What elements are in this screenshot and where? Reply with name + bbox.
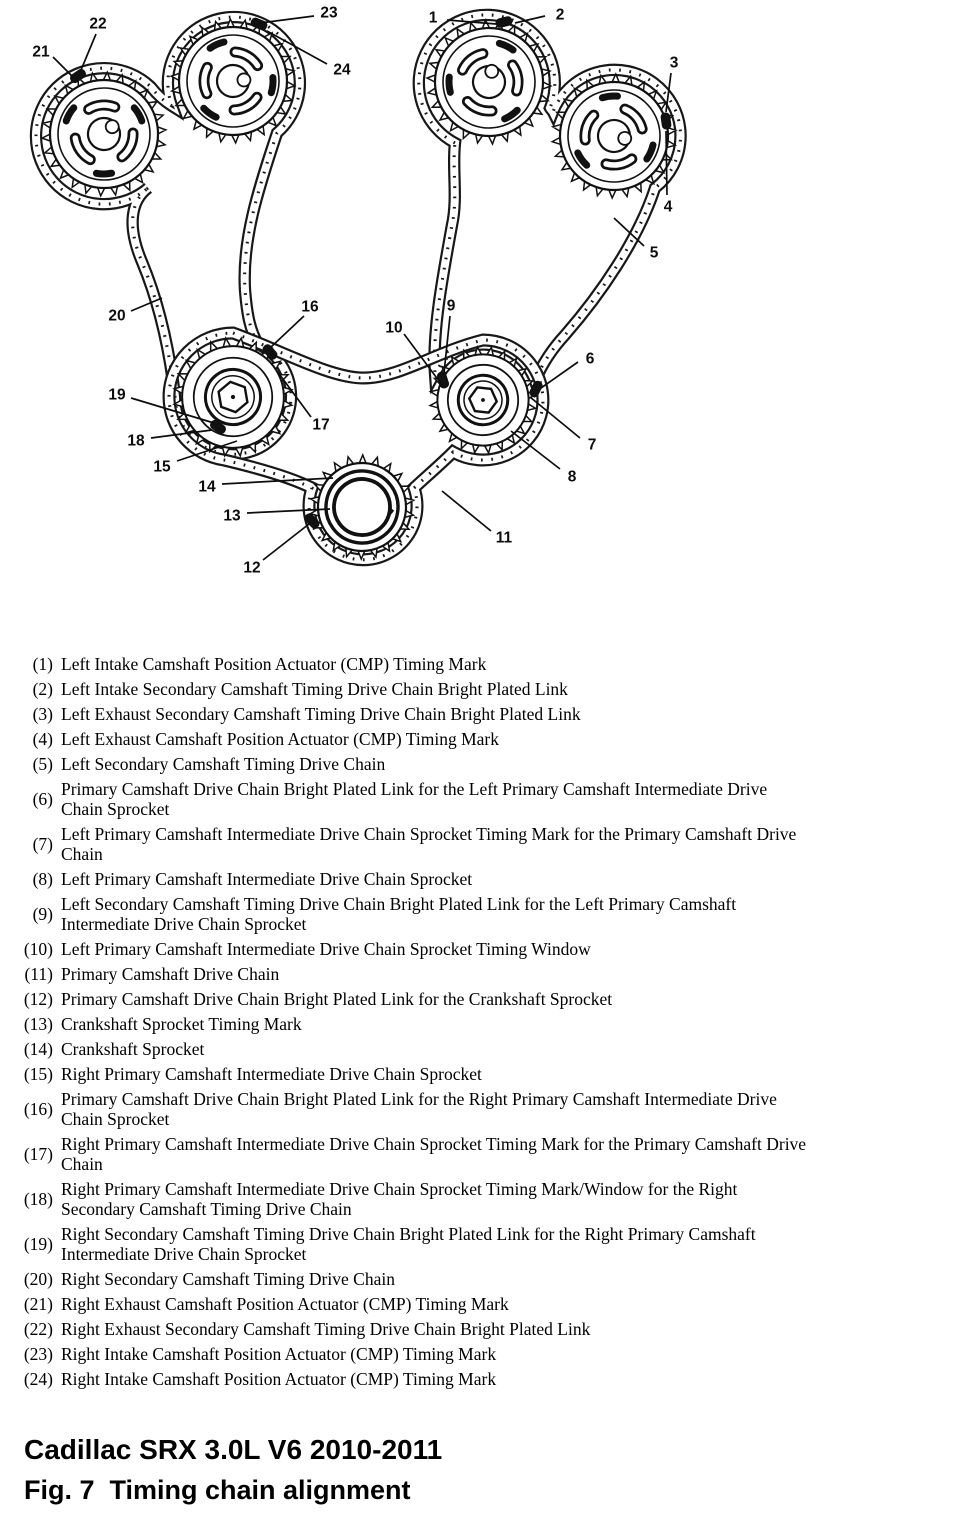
legend-item-number: (15) [23,1064,53,1084]
legend-item-number: (9) [32,904,53,924]
callout-leader-12 [263,524,309,560]
legend-item-number: (22) [23,1319,53,1339]
legend-item-number: (11) [24,964,53,984]
legend-item-number: (8) [32,869,53,889]
legend-item-7 [16,824,956,864]
legend-list [0,618,964,1389]
legend-item-number: (10) [23,939,53,959]
callout-number-24: 24 [333,61,351,79]
legend-item-10 [16,939,956,959]
legend-item-18 [16,1179,956,1219]
legend-item-20 [16,1269,956,1289]
legend-item-text: Primary Camshaft Drive Chain Bright Plated Link for the Right Primary Camshaft Intermediate Drive Chain Sprocket [61,1089,777,1129]
legend-item-14 [16,1039,956,1059]
legend-item-text: Left Intake Camshaft Position Actuator (CMP) Timing Mark [61,654,487,674]
callout-number-15: 15 [153,458,171,476]
legend-item-number: (12) [23,989,53,1009]
callout-number-7: 7 [587,436,597,454]
legend-item-9 [16,894,956,934]
legend-item-text: Left Exhaust Camshaft Position Actuator (CMP) Timing Mark [61,729,499,749]
legend-item-5 [16,754,956,774]
legend-item-number: (18) [23,1189,53,1209]
legend-item-number: (6) [32,789,53,809]
callout-leader-4 [666,131,667,195]
legend-item-text: Primary Camshaft Drive Chain Bright Plated Link for the Crankshaft Sprocket [61,989,613,1009]
callout-number-20: 20 [108,307,126,325]
callout-number-14: 14 [198,478,216,496]
legend-item-22 [16,1319,956,1339]
callout-number-1: 1 [428,9,438,27]
legend-item-text: Right Exhaust Secondary Camshaft Timing Drive Chain Bright Plated Link [61,1319,591,1339]
legend-item-number: (13) [23,1014,53,1034]
legend-item-21 [16,1294,956,1314]
legend-item-text: Right Secondary Camshaft Timing Drive Chain [61,1269,395,1289]
legend-item-number: (21) [23,1294,53,1314]
legend-item-text: Left Primary Camshaft Intermediate Drive Chain Sprocket [61,869,473,889]
callout-number-23: 23 [320,4,338,22]
callout-number-16: 16 [301,298,319,316]
legend-item-text: Right Secondary Camshaft Timing Drive Chain Bright Plated Link for the Right Primary Camshaft Intermediate Drive Chain Sprocket [61,1224,756,1264]
legend-item-8 [16,869,956,889]
legend-item-2 [16,679,956,699]
legend-item-text: Right Exhaust Camshaft Position Actuator (CMP) Timing Mark [61,1294,509,1314]
legend-item-text: Primary Camshaft Drive Chain Bright Plated Link for the Left Primary Camshaft Intermediate Drive Chain Sprocket [61,779,768,819]
legend-item-number: (19) [23,1234,53,1254]
vehicle-title: Cadillac SRX 3.0L V6 2010-2011 [24,1434,443,1465]
callout-number-9: 9 [446,297,456,315]
figure-caption: Fig. 7 Timing chain alignment [24,1475,411,1505]
legend-item-1 [16,654,956,674]
legend-item-text: Right Primary Camshaft Intermediate Drive Chain Sprocket Timing Mark for the Primary Camshaft Drive Chain [61,1134,807,1174]
legend-item-text: Right Primary Camshaft Intermediate Drive Chain Sprocket Timing Mark/Window for the Right Secondary Camshaft Timing Drive Chain [61,1179,738,1219]
callout-number-6: 6 [585,350,595,368]
legend-item-text: Left Secondary Camshaft Timing Drive Chain [61,754,386,774]
callout-number-13: 13 [223,507,241,525]
callout-number-2: 2 [555,6,565,24]
callout-number-10: 10 [385,319,403,337]
legend-item-number: (23) [23,1344,53,1364]
timing-chain-diagram [0,0,964,618]
callout-number-8: 8 [567,468,577,486]
legend-item-24 [16,1369,956,1389]
callout-number-4: 4 [663,198,673,216]
legend-item-number: (14) [23,1039,53,1059]
legend-item-text: Left Primary Camshaft Intermediate Drive Chain Sprocket Timing Mark for the Primary Camshaft Drive Chain [61,824,797,864]
legend-item-12 [16,989,956,1009]
legend-item-number: (5) [32,754,53,774]
legend-item-4 [16,729,956,749]
legend-item-16 [16,1089,956,1129]
legend-item-6 [16,779,956,819]
legend-item-13 [16,1014,956,1034]
legend-item-number: (7) [32,834,53,854]
legend-item-text: Left Primary Camshaft Intermediate Drive Chain Sprocket Timing Window [61,939,591,959]
timing-chain-figure [0,0,964,618]
legend-item-number: (2) [32,679,53,699]
legend-item-text: Right Intake Camshaft Position Actuator (CMP) Timing Mark [61,1369,497,1389]
figure-titles [24,1435,964,1505]
legend-item-text: Left Exhaust Secondary Camshaft Timing Drive Chain Bright Plated Link [61,704,581,724]
legend-item-text: Crankshaft Sprocket [61,1039,205,1059]
legend-item-text: Crankshaft Sprocket Timing Mark [61,1014,302,1034]
legend-item-19 [16,1224,956,1264]
callout-leader-16 [271,316,304,347]
callout-leader-11 [442,491,491,531]
legend-item-15 [16,1064,956,1084]
callout-number-11: 11 [495,529,513,547]
callout-number-12: 12 [243,559,261,577]
legend-item-11 [16,964,956,984]
legend-item-17 [16,1134,956,1174]
legend-item-number: (24) [23,1369,53,1389]
callout-number-17: 17 [312,416,330,434]
legend-item-number: (16) [23,1099,53,1119]
legend-item-text: Right Intake Camshaft Position Actuator (CMP) Timing Mark [61,1344,497,1364]
callout-number-22: 22 [89,15,107,33]
callout-number-21: 21 [32,43,50,61]
legend-item-number: (20) [23,1269,53,1289]
legend-item-text: Left Secondary Camshaft Timing Drive Chain Bright Plated Link for the Left Primary Camshaft Intermediate Drive Chain Sprocket [61,894,737,934]
callout-number-18: 18 [127,432,145,450]
legend-item-3 [16,704,956,724]
legend-item-text: Left Intake Secondary Camshaft Timing Drive Chain Bright Plated Link [61,679,568,699]
legend-item-23 [16,1344,956,1364]
callout-number-3: 3 [669,54,679,72]
legend-item-number: (4) [32,729,53,749]
callout-number-19: 19 [108,386,126,404]
legend-item-number: (3) [32,704,53,724]
legend-item-number: (17) [23,1144,53,1164]
callout-number-5: 5 [649,244,659,262]
legend-item-text: Primary Camshaft Drive Chain [61,964,280,984]
legend-item-number: (1) [32,654,53,674]
legend-item-text: Right Primary Camshaft Intermediate Drive Chain Sprocket [61,1064,482,1084]
